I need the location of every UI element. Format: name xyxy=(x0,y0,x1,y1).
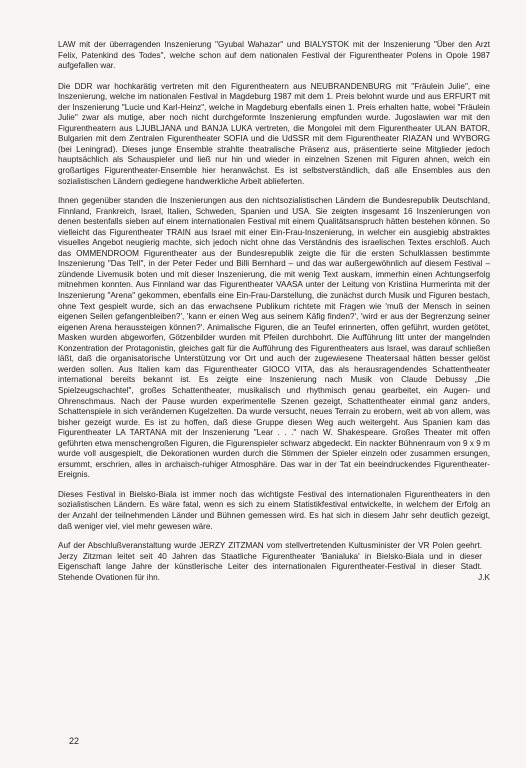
paragraph-5: Auf der Abschlußveranstaltung wurde JERZY ZITZMAN vom stellvertretenden Kultusminister der VR Polen geehrt. Jerzy Zitzman leitet seit 40 Jahren das Staatliche Figurentheater 'Banialuka' in Bielsko-Biala und in dieser Eigenschaft lange Jahre der künstlerische Leiter des internationalen Figurentheater-Festival in dieser Stadt. Stehende Ovationen für ihn. xyxy=(58,541,482,582)
article-body xyxy=(58,40,490,584)
paragraph-1: LAW mit der überragenden Inszenierung "Gyubal Wahazar" und BIALYSTOK mit der Inszenierung "Über den Arzt Felix, Patenkind des Todes", welche schon auf dem nationalen Festival der Figurentheater Polens in Opole 1987 aufgefallen war. xyxy=(58,40,490,71)
paragraph-2: Die DDR war hochkarätig vertreten mit den Figurentheatern aus NEUBRANDENBURG mit "Fräulein Julie", eine Inszenierung, welche im nationalen Festival in Magdeburg 1987 mit dem 1. Preis belohnt wurde und aus ERFURT mit der Inszenierung "Lucie und Karl-Heinz", welche in Magdeburg ebenfalls einen 1. Preis erhalten hatte, wobei "Fräulein Julie" zwar als mutige, aber noch nicht durchgeformte Inszenierung empfunden wurde. Jugoslawien war mit den Figurentheatern aus LJUBLJANA und BANJA LUKA vertreten, die Mongolei mit dem Figurentheater ULAN BATOR, Bulgarien mit dem Zentralen Figurentheater SOFIA und die UdSSR mit dem Figurentheater RIAZAN und WYBORG (bei Leningrad). Dieses junge Ensemble strahlte theatralische Präsenz aus, präsentierte seine Mitglieder jedoch hauptsächlich als Schauspieler und ließ nur hin und wieder in einzelnen Szenen mit Figuren ahnen, welch ein großartiges Figurentheater-Ensemble hier heranwächst. Es ist selbstverständlich, daß alle Ensembles aus den sozialistischen Ländern gediegene handwerkliche Arbeit ablieferten. xyxy=(58,81,490,186)
author-signature: J.K xyxy=(478,573,490,583)
page-number: 22 xyxy=(69,736,80,746)
paragraph-4: Dieses Festival in Bielsko-Biala ist immer noch das wichtigste Festival des internationalen Figurentheaters in den sozialistischen Ländern. Es wäre fatal, wenn es sich zu einem Statistikfestival entwickelte, in welchem der Erfolg an der Anzahl der teilnehmenden Länder und Bühnen gemessen wird. Es hat sich in diesem Jahr sehr deutlich gezeigt, daß weniger viel, viel mehr gewesen wäre. xyxy=(58,489,490,531)
paragraph-3: Ihnen gegenüber standen die Inszenierungen aus den nichtsozialistischen Ländern die Bundesrepublik Deutschland, Finnland, Frankreich, Israel, Italien, Schweden, Spanien und USA. Sie zeigten insgesamt 16 Inszenierungen von denen bestenfalls sieben auf einem internationalen Festival mit einem Qualitätsanspruch hätten bestehen können. So vielleicht das Figurentheater TRAIN aus Israel mit einer Ein-Frau-Inszenierung, in welcher ein ausgiebig abstraktes visuelles Angebot neugierig machte, sich jedoch nicht ohne das Verständnis des israelischen Textes erschloß. Auch das OMMENDROOM Figurentheater aus der Bundesrepublik zeigte die für die ersten Schulklassen bestimmte Inszenierung "Das Tell", in der Peter Feder und Billi Bernhard – und das war außergewöhnlich auf diesem Festival – zündende Livemusik boten und mit dieser Inszenierung, die mit wenig Text auskam, immerhin einen Achtungserfolg mitnehmen konnten. Aus Finnland war das Figurentheater VAASA unter der Leitung von Kristiina Hurmerinta mit der Inszenierung "Arena" gekommen, ebenfalls eine Ein-Frau-Darstellung, die zunächst durch Musik und Figuren bestach, ohne Text gespielt wurde, sich an das erwachsene Publikum richtete mit Fragen wie 'muß der Mensch in seinen eigenen Seilen gefangenbleiben?', 'kann er einen Weg aus seinem Käfig finden?', 'wird er aus der Begrenzung seiner eigenen Arena heraussteigen können?'. Animalische Figuren, die an Teufel erinnerten, offen geführt, wurden getötet, Masken wurden abgeworfen, Götzenbilder wurden mit Pfeilen durchbohrt. Die Aufführung litt unter der mangelnden Konzentration der Protagonistin, gleiches galt für die Aufführung des Figurentheaters aus Israel, was darauf schließen läßt, daß die organisatorische Unterstützung vor Ort und auch der zugewiesene Theatersaal hätten besser gelöst werden sollen. Aus Italien kam das Figurentheater GIOCO VITA, das als herausragendendes Schattentheater international bereits bekannt ist. Es zeigte eine Inszenierung nach Musik von Claude Debussy „Die Spielzeugschachtel", großes Schattentheater, musikalisch und rhythmisch genau gearbeitet, ein Augen- und Ohrenschmaus. Nach der Pause wurden experimentelle Szenen gezeigt, Schattentheater einmal ganz anders, Schattenspiele in sich verändernen Kugelzelten. Da wurde versucht, neues Terrain zu erobern, weit ab von allem, was bisher gezeigt wurde. Es ist zu hoffen, daß diese Gruppe diesen Weg auch weitergeht. Aus Spanien kam das Figurentheater LA TARTANA mit der Inszenierung "Lear . . ." nach W. Shakespeare. Großes Theater mit offen geführten etwa menschengroßen Figuren, die Figurenspieler schwarz abgedeckt. Ein nackter Bühnenraum von 9 x 9 m wurde voll ausgespielt, die Dekorationen wurden durch die Stimmen der Spieler einzeln oder zusammen ersungen, ersummt, erschrien, alles in archaisch-ruhiger Atmosphäre. Das war in der Tat ein beeindruckendes Figurentheater-Ereignis. xyxy=(58,196,490,480)
closing-block xyxy=(58,541,490,583)
